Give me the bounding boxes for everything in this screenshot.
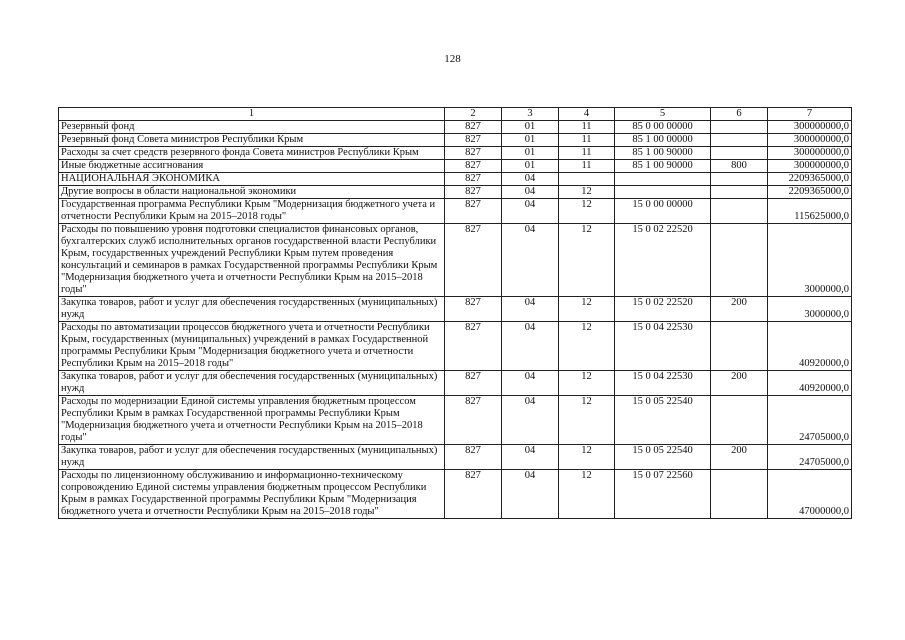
table-row (59, 445, 852, 470)
row-name: Расходы по автоматизации процессов бюджетного учета и отчетности Республики Крым, государственных (муниципальных) учреждений в рамках Государственной программы Республики Крым "Модернизация бюджетного учета и отчетности Республики Крым на 2015–2018 годы" (59, 322, 445, 371)
expense-type-code (711, 134, 768, 147)
section-code: 04 (502, 224, 559, 297)
amount: 300000000,0 (768, 147, 852, 160)
header-cell: 2 (445, 108, 502, 121)
expense-type-code: 800 (711, 160, 768, 173)
subsection-code: 11 (559, 121, 615, 134)
section-code: 04 (502, 173, 559, 186)
expense-type-code (711, 147, 768, 160)
subsection-code: 12 (559, 371, 615, 396)
header-cell: 4 (559, 108, 615, 121)
amount: 47000000,0 (768, 470, 852, 519)
subsection-code: 11 (559, 147, 615, 160)
section-code: 04 (502, 297, 559, 322)
table-row (59, 160, 852, 173)
ministry-code: 827 (445, 121, 502, 134)
amount: 2209365000,0 (768, 173, 852, 186)
target-article-code: 15 0 04 22530 (615, 371, 711, 396)
section-code: 04 (502, 322, 559, 371)
target-article-code: 15 0 02 22520 (615, 224, 711, 297)
row-name: Иные бюджетные ассигнования (59, 160, 445, 173)
header-cell: 3 (502, 108, 559, 121)
amount: 300000000,0 (768, 121, 852, 134)
table-row (59, 371, 852, 396)
row-name: Закупка товаров, работ и услуг для обеспечения государственных (муниципальных) нужд (59, 445, 445, 470)
expense-type-code (711, 322, 768, 371)
target-article-code: 85 1 00 90000 (615, 160, 711, 173)
row-name: Расходы по повышению уровня подготовки специалистов финансовых органов, бухгалтерских служб исполнительных органов государственной власти Республики Крым, государственных учреждений Республики Крым путем проведения консультаций и семинаров в рамках Государственной программы Республики Крым "Модернизация бюджетного учета и отчетности Республики Крым на 2015–2018 годы" (59, 224, 445, 297)
expense-type-code (711, 121, 768, 134)
table-row (59, 322, 852, 371)
target-article-code: 85 1 00 90000 (615, 147, 711, 160)
header-row (59, 108, 852, 121)
amount: 40920000,0 (768, 322, 852, 371)
target-article-code (615, 173, 711, 186)
table-row (59, 147, 852, 160)
subsection-code: 12 (559, 322, 615, 371)
expense-type-code (711, 396, 768, 445)
row-name: НАЦИОНАЛЬНАЯ ЭКОНОМИКА (59, 173, 445, 186)
table-row (59, 470, 852, 519)
header-cell: 7 (768, 108, 852, 121)
target-article-code: 15 0 05 22540 (615, 396, 711, 445)
amount: 3000000,0 (768, 297, 852, 322)
budget-table (58, 107, 852, 519)
subsection-code: 12 (559, 199, 615, 224)
subsection-code: 12 (559, 396, 615, 445)
subsection-code: 12 (559, 186, 615, 199)
section-code: 04 (502, 470, 559, 519)
header-cell: 5 (615, 108, 711, 121)
expense-type-code (711, 224, 768, 297)
subsection-code: 12 (559, 297, 615, 322)
target-article-code: 15 0 02 22520 (615, 297, 711, 322)
section-code: 04 (502, 371, 559, 396)
target-article-code: 85 1 00 00000 (615, 134, 711, 147)
table-row (59, 186, 852, 199)
target-article-code: 15 0 07 22560 (615, 470, 711, 519)
table-row (59, 396, 852, 445)
target-article-code: 15 0 00 00000 (615, 199, 711, 224)
row-name: Закупка товаров, работ и услуг для обеспечения государственных (муниципальных) нужд (59, 371, 445, 396)
expense-type-code: 200 (711, 371, 768, 396)
row-name: Государственная программа Республики Крым "Модернизация бюджетного учета и отчетности Республики Крым на 2015–2018 годы" (59, 199, 445, 224)
amount: 40920000,0 (768, 371, 852, 396)
ministry-code: 827 (445, 224, 502, 297)
table-row (59, 121, 852, 134)
table-row (59, 173, 852, 186)
ministry-code: 827 (445, 445, 502, 470)
section-code: 04 (502, 396, 559, 445)
table-row (59, 199, 852, 224)
amount: 3000000,0 (768, 224, 852, 297)
row-name: Расходы по лицензионному обслуживанию и информационно-техническому сопровождению Единой системы управления бюджетным процессом Республики Крым в рамках Государственной программы Республики Крым "Модернизация бюджетного учета и отчетности Республики Крым на 2015–2018 годы" (59, 470, 445, 519)
section-code: 01 (502, 134, 559, 147)
row-name: Резервный фонд Совета министров Республики Крым (59, 134, 445, 147)
amount: 300000000,0 (768, 134, 852, 147)
row-name: Расходы по модернизации Единой системы управления бюджетным процессом Республики Крым в рамках Государственной программы Республики Крым "Модернизация бюджетного учета и отчетности Республики Крым на 2015–2018 годы" (59, 396, 445, 445)
table-row (59, 224, 852, 297)
amount: 24705000,0 (768, 396, 852, 445)
row-name: Резервный фонд (59, 121, 445, 134)
table-row (59, 297, 852, 322)
ministry-code: 827 (445, 371, 502, 396)
expense-type-code (711, 173, 768, 186)
amount: 24705000,0 (768, 445, 852, 470)
subsection-code: 11 (559, 134, 615, 147)
target-article-code: 15 0 05 22540 (615, 445, 711, 470)
row-name: Расходы за счет средств резервного фонда Совета министров Республики Крым (59, 147, 445, 160)
row-name: Закупка товаров, работ и услуг для обеспечения государственных (муниципальных) нужд (59, 297, 445, 322)
target-article-code: 85 0 00 00000 (615, 121, 711, 134)
expense-type-code: 200 (711, 297, 768, 322)
amount: 115625000,0 (768, 199, 852, 224)
amount: 300000000,0 (768, 160, 852, 173)
target-article-code (615, 186, 711, 199)
ministry-code: 827 (445, 297, 502, 322)
ministry-code: 827 (445, 134, 502, 147)
section-code: 01 (502, 147, 559, 160)
section-code: 04 (502, 186, 559, 199)
ministry-code: 827 (445, 199, 502, 224)
ministry-code: 827 (445, 470, 502, 519)
ministry-code: 827 (445, 396, 502, 445)
ministry-code: 827 (445, 322, 502, 371)
row-name: Другие вопросы в области национальной экономики (59, 186, 445, 199)
amount: 2209365000,0 (768, 186, 852, 199)
ministry-code: 827 (445, 160, 502, 173)
expense-type-code (711, 186, 768, 199)
page-number: 128 (444, 53, 461, 65)
subsection-code (559, 173, 615, 186)
expense-type-code (711, 470, 768, 519)
ministry-code: 827 (445, 173, 502, 186)
header-cell: 6 (711, 108, 768, 121)
table-row (59, 134, 852, 147)
section-code: 01 (502, 121, 559, 134)
expense-type-code (711, 199, 768, 224)
section-code: 01 (502, 160, 559, 173)
ministry-code: 827 (445, 186, 502, 199)
subsection-code: 12 (559, 224, 615, 297)
expense-type-code: 200 (711, 445, 768, 470)
target-article-code: 15 0 04 22530 (615, 322, 711, 371)
subsection-code: 11 (559, 160, 615, 173)
subsection-code: 12 (559, 470, 615, 519)
header-cell: 1 (59, 108, 445, 121)
subsection-code: 12 (559, 445, 615, 470)
ministry-code: 827 (445, 147, 502, 160)
section-code: 04 (502, 199, 559, 224)
section-code: 04 (502, 445, 559, 470)
